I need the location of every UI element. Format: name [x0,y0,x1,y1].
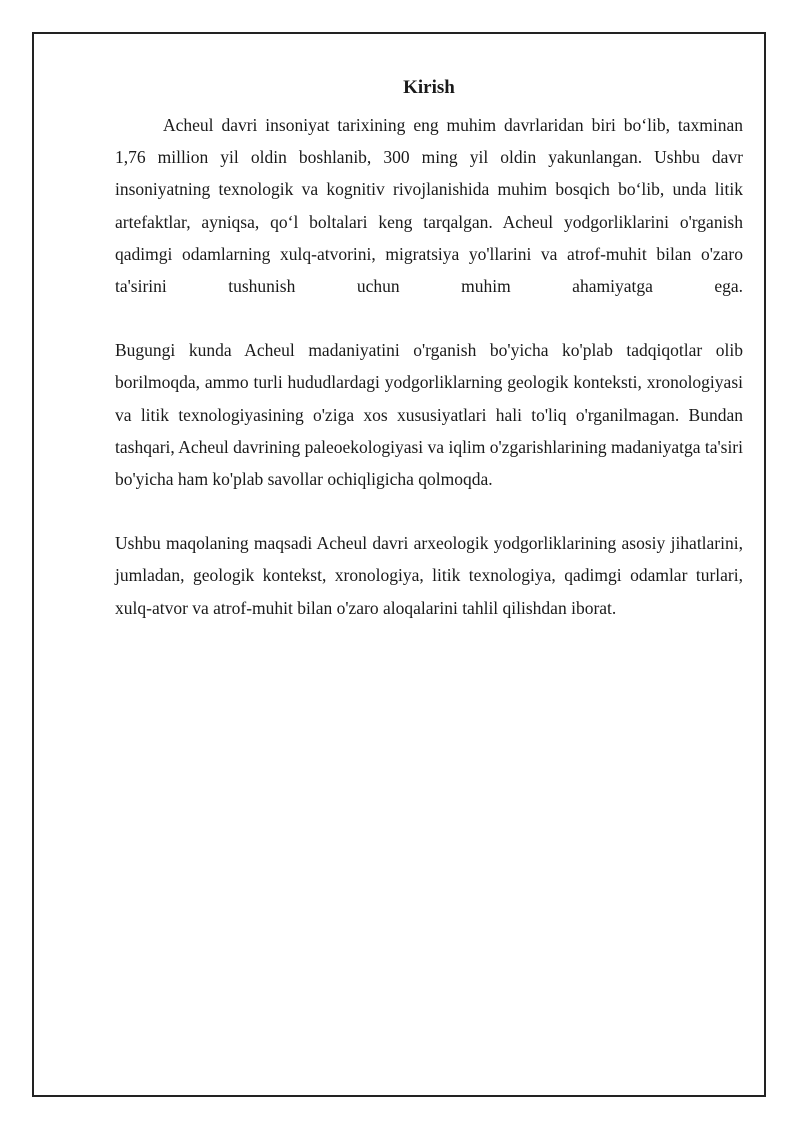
paragraph-aim: Ushbu maqolaning maqsadi Acheul davri arxeologik yodgorliklarining asosiy jihatlarini, jumladan, geologik kontekst, xronologiya, litik texnologiya, qadimgi odamlar turlari, xulq-atvor va atrof-muhit bilan o'zaro aloqalarini tahlil qilishdan iborat. [115,533,743,618]
paragraph-introduction: Acheul davri insoniyat tarixining eng muhim davrlaridan biri bo‘lib, taxminan 1,76 million yil oldin boshlanib, 300 ming yil oldin yakunlangan. Ushbu davr insoniyatning texnologik va kognitiv rivojlanishida muhim bosqich bo‘lib, unda litik artefaktlar, ayniqsa, qo‘l boltalari keng tarqalgan. Acheul yodgorliklarini o'rganish qadimgi odamlarning xulq-atvorini, migratsiya yo'llarini va atrof-muhit bilan o'zaro ta'sirini tushunish uchun muhim ahamiyatga ega. [115,115,743,297]
page-title: Kirish [403,77,455,98]
paragraph-spacer [115,302,743,334]
paragraph-research-state: Bugungi kunda Acheul madaniyatini o'rganish bo'yicha ko'plab tadqiqotlar olib borilmoqda, ammo turli hududlardagi yodgorliklarning geologik konteksti, xronologiyasi va litik texnologiyasining o'ziga xos xususiyatlari hali to'liq o'rganilmagan. Bundan tashqari, Acheul davrining paleoekologiyasi va iqlim o'zgarishlarining madaniyatga ta'siri bo'yicha ham ko'plab savollar ochiqligicha qolmoqda. [115,340,743,490]
document-body [115,76,743,624]
paragraph-spacer [115,495,743,527]
